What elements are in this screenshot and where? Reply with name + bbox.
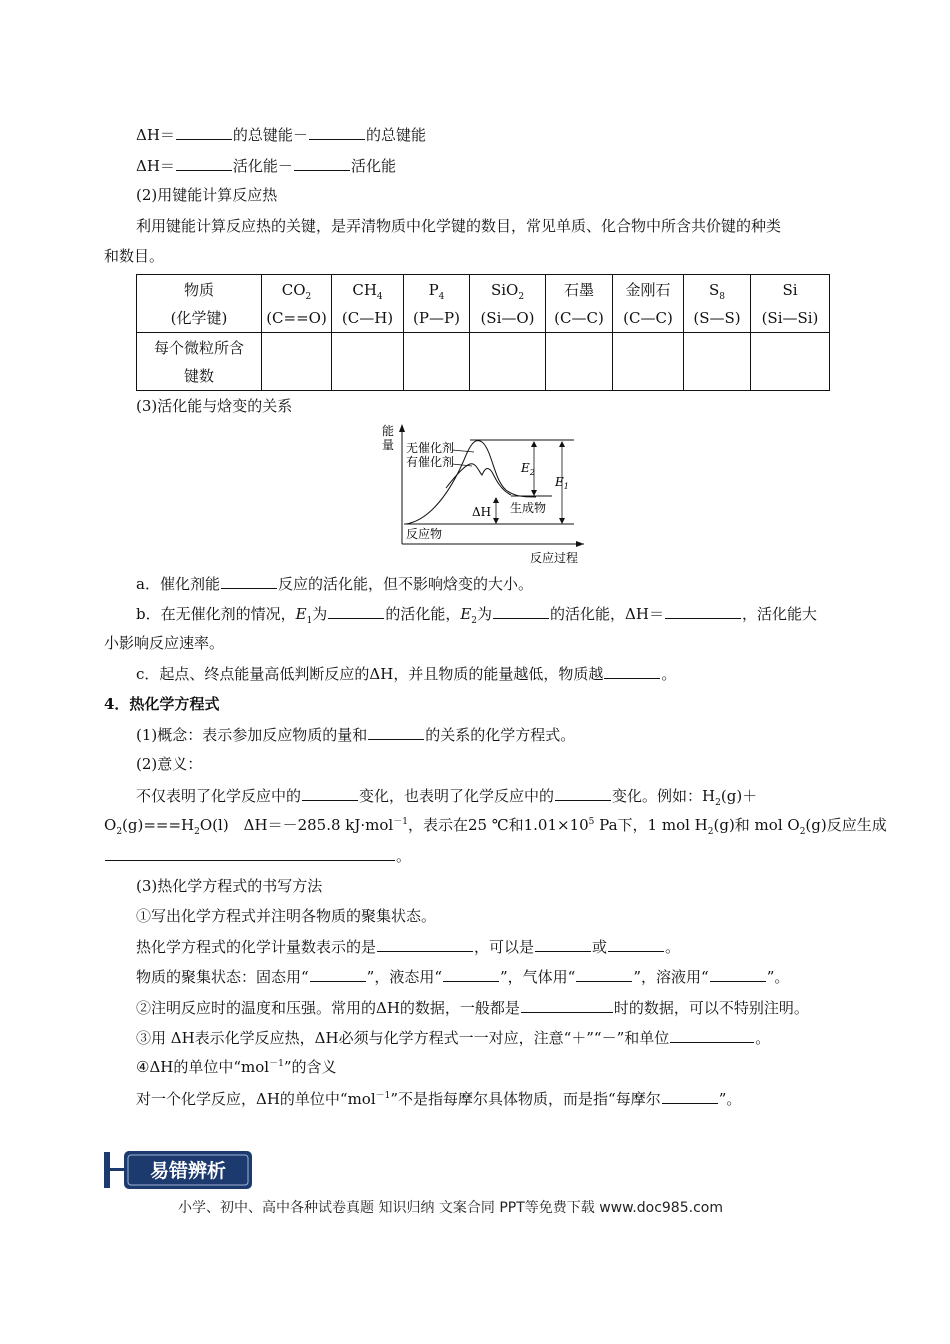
table-cell <box>546 275 613 333</box>
rule-1-detail <box>136 936 680 957</box>
dh-label: ΔH <box>472 505 492 519</box>
table-cell <box>332 333 404 391</box>
text: Si <box>782 280 798 299</box>
text: (g)===H <box>122 816 195 834</box>
blank <box>604 663 660 679</box>
text: c．起点、终点能量高低判断反应的ΔH，并且物质的能量越低，物质越 <box>136 665 604 683</box>
meaning-line-3 <box>104 845 411 866</box>
subscript: 2 <box>715 798 721 808</box>
paragraph-line: 小影响反应速率。 <box>104 634 225 652</box>
rule-4 <box>136 1057 337 1077</box>
subscript: 2 <box>529 468 535 477</box>
blank <box>310 966 366 982</box>
table-row <box>137 275 830 333</box>
blank <box>328 603 384 619</box>
text: ③用 ΔH表示化学反应热，ΔH必须与化学方程式一一对应，注意“＋”“－”和单位 <box>136 1029 670 1047</box>
blank <box>221 573 277 589</box>
blank <box>521 997 613 1013</box>
text: 或 <box>592 938 608 956</box>
text: ”，溶液用“ <box>633 968 709 986</box>
text: (1)概念：表示参加反应物质的量和 <box>136 726 368 744</box>
reactant-label: 反应物 <box>406 527 443 541</box>
table-cell <box>262 275 332 333</box>
subscript: 2 <box>471 616 478 626</box>
text: E <box>295 605 307 623</box>
text: O <box>104 816 117 834</box>
blank <box>710 966 766 982</box>
dh-arrow-head <box>493 518 499 524</box>
table-cell <box>470 275 546 333</box>
table-cell <box>613 333 684 391</box>
subscript: 4 <box>438 291 445 302</box>
text: E <box>521 461 530 475</box>
e2-arrow-head <box>531 490 537 496</box>
text: E <box>555 475 564 489</box>
e1-label <box>554 475 569 491</box>
text: (g)和 mol O <box>713 816 800 834</box>
text: ”，液态用“ <box>366 968 443 986</box>
text: 键数 <box>183 366 214 385</box>
table-cell <box>613 275 684 333</box>
text: CH <box>352 280 377 299</box>
states-line <box>136 966 789 987</box>
blank <box>105 845 395 861</box>
text: E <box>460 605 472 623</box>
text: 的关系的化学方程式。 <box>425 726 576 744</box>
text: ”。 <box>718 1090 742 1108</box>
text: a．催化剂能 <box>136 575 220 593</box>
no-catalyst-label: 无催化剂 <box>406 441 455 455</box>
table-cell <box>751 333 830 391</box>
subscript: 2 <box>707 827 714 837</box>
table-header-cell <box>137 275 262 333</box>
item-a <box>136 573 533 594</box>
text: 活化能 <box>350 157 396 175</box>
subscript: 1 <box>563 482 569 491</box>
meaning-line-1 <box>136 785 757 806</box>
x-axis-label: 反应过程 <box>530 551 579 565</box>
subscript: 2 <box>799 827 806 837</box>
text: 金刚石 <box>625 280 671 299</box>
paragraph-line: 利用键能计算反应热的关键，是弄清物质中化学键的数目，常见单质、化合物中所含共价键的种类 <box>136 217 782 235</box>
text: 的总键能－ <box>232 126 308 144</box>
blank <box>576 966 632 982</box>
section-tag-error-analysis <box>104 1150 254 1190</box>
blank <box>555 785 611 801</box>
tag-bar <box>104 1152 110 1188</box>
subheading-writing: (3)热化学方程式的书写方法 <box>136 877 323 895</box>
text: 每个微粒所含 <box>153 338 244 357</box>
blank <box>443 966 499 982</box>
blank <box>665 603 741 619</box>
text: (P—P) <box>413 308 460 327</box>
section-heading: 4．热化学方程式 <box>104 695 220 713</box>
table-cell <box>404 275 470 333</box>
text: (g)反应生成 <box>805 816 887 834</box>
y-axis-arrow <box>399 424 405 432</box>
text: (C—H) <box>341 308 394 327</box>
x-axis-arrow <box>576 541 584 547</box>
catalyzed-curve <box>446 464 511 495</box>
table-cell <box>751 275 830 333</box>
blank <box>670 1027 754 1043</box>
table-cell <box>262 333 332 391</box>
dh-activation-line <box>136 155 396 176</box>
subscript: 2 <box>518 291 525 302</box>
y-axis-label: 能 <box>382 424 395 438</box>
table-row <box>137 333 830 391</box>
tag-connector <box>110 1168 124 1171</box>
text: 。 <box>396 847 412 865</box>
text: 。 <box>665 938 681 956</box>
subscript: 2 <box>194 827 200 837</box>
table-cell <box>332 275 404 333</box>
text: 活化能－ <box>232 157 293 175</box>
text: (C—C) <box>554 308 604 327</box>
text: 物质 <box>183 280 214 299</box>
blank <box>176 155 232 171</box>
blank <box>535 936 591 952</box>
tag-label: 易错辨析 <box>149 1160 227 1182</box>
subheading-activation-energy: (3)活化能与焓变的关系 <box>136 397 293 415</box>
text: 。 <box>661 665 677 683</box>
text: 时的数据，可以不特别注明。 <box>613 999 809 1017</box>
text: 对一个化学反应，ΔH的单位中“mol <box>136 1090 376 1108</box>
blank <box>662 1088 718 1104</box>
e2-label <box>520 461 535 477</box>
text: 不仅表明了化学反应中的 <box>136 787 302 805</box>
text: 。 <box>755 1029 771 1047</box>
rule-1: ①写出化学方程式并注明各物质的聚集状态。 <box>136 907 437 925</box>
text: Pa下，1 mol H <box>594 816 708 834</box>
text: ΔH＝ <box>136 157 175 175</box>
product-label: 生成物 <box>510 501 547 515</box>
text: CO <box>281 280 306 299</box>
table-header-cell <box>137 333 262 391</box>
text: 物质的聚集状态：固态用“ <box>136 968 309 986</box>
item-c <box>136 663 676 684</box>
text: 石墨 <box>563 280 594 299</box>
blank <box>493 603 549 619</box>
text: ，可以是 <box>474 938 535 956</box>
text: 为 <box>312 605 328 623</box>
energy-profile-diagram <box>376 420 588 566</box>
subscript: 1 <box>306 616 313 626</box>
with-catalyst-label: 有催化剂 <box>406 455 455 469</box>
subscript: 2 <box>305 291 312 302</box>
rule-4-detail <box>136 1088 741 1109</box>
text: (化学键) <box>170 308 228 327</box>
subscript: 4 <box>376 291 383 302</box>
text: (C—C) <box>623 308 673 327</box>
table-cell <box>684 275 751 333</box>
text: ”，气体用“ <box>500 968 576 986</box>
blank <box>302 785 358 801</box>
subheading-meaning: (2)意义： <box>136 755 203 773</box>
bond-count-table <box>136 274 830 391</box>
text: ΔH＝ <box>136 126 175 144</box>
dh-arrow-head <box>493 497 499 503</box>
item-b <box>136 603 817 624</box>
table-cell <box>546 333 613 391</box>
text: ”的含义 <box>283 1058 337 1076</box>
text: 为 <box>477 605 493 623</box>
meaning-line-2 <box>104 815 887 835</box>
text: ④ΔH的单位中“mol <box>136 1058 270 1076</box>
table-cell <box>684 333 751 391</box>
label-pointer <box>452 450 474 452</box>
text: 热化学方程式的化学计量数表示的是 <box>136 938 377 956</box>
table-cell <box>404 333 470 391</box>
text: 变化。例如：H <box>612 787 716 805</box>
e2-arrow-head <box>531 441 537 447</box>
e1-arrow-head <box>559 441 565 447</box>
text: ”。 <box>766 968 790 986</box>
superscript: 5 <box>588 817 595 827</box>
text: 的活化能，ΔH＝ <box>550 605 664 623</box>
text: S <box>708 280 720 299</box>
dh-bond-energy-line <box>136 124 426 145</box>
text: 的总键能 <box>365 126 426 144</box>
footer-advertisement: 小学、初中、高中各种试卷真题 知识归纳 文案合同 PPT等免费下载 www.doc985.com <box>178 1200 723 1216</box>
subheading-bond-energy: (2)用键能计算反应热 <box>136 186 278 204</box>
text: 变化，也表明了化学反应中的 <box>359 787 555 805</box>
text: (C==O) <box>266 308 327 327</box>
blank <box>309 124 365 140</box>
text: ，活化能大 <box>741 605 817 623</box>
text: O(l) ΔH＝－285.8 kJ·mol <box>199 816 394 834</box>
e1-arrow-head <box>559 518 565 524</box>
text: ”不是指每摩尔具体物质，而是指“每摩尔 <box>390 1090 661 1108</box>
text: (g)＋ <box>720 787 758 805</box>
text: 的活化能， <box>385 605 461 623</box>
rule-3 <box>136 1027 770 1048</box>
y-axis-label: 量 <box>382 438 395 452</box>
blank <box>294 155 350 171</box>
rule-2 <box>136 997 809 1018</box>
paragraph-line: 和数目。 <box>104 247 165 265</box>
superscript: －1 <box>393 817 408 827</box>
text: (Si—Si) <box>761 308 819 327</box>
blank <box>368 724 424 740</box>
superscript: －1 <box>375 1091 391 1101</box>
blank <box>608 936 664 952</box>
subscript: 8 <box>719 291 725 302</box>
blank <box>377 936 473 952</box>
text: b．在无催化剂的情况， <box>136 605 296 623</box>
superscript: －1 <box>269 1059 284 1069</box>
text: ②注明反应时的温度和压强。常用的ΔH的数据，一般都是 <box>136 999 520 1017</box>
text: (S—S) <box>693 308 741 327</box>
text: ，表示在25 ℃和1.01×10 <box>407 816 589 834</box>
text: (Si—O) <box>480 308 535 327</box>
text: P <box>428 280 439 299</box>
table-cell <box>470 333 546 391</box>
blank <box>176 124 232 140</box>
subscript: 2 <box>116 827 123 837</box>
text: 反应的活化能，但不影响焓变的大小。 <box>277 575 533 593</box>
text: SiO <box>490 280 519 299</box>
concept-line <box>136 724 575 745</box>
